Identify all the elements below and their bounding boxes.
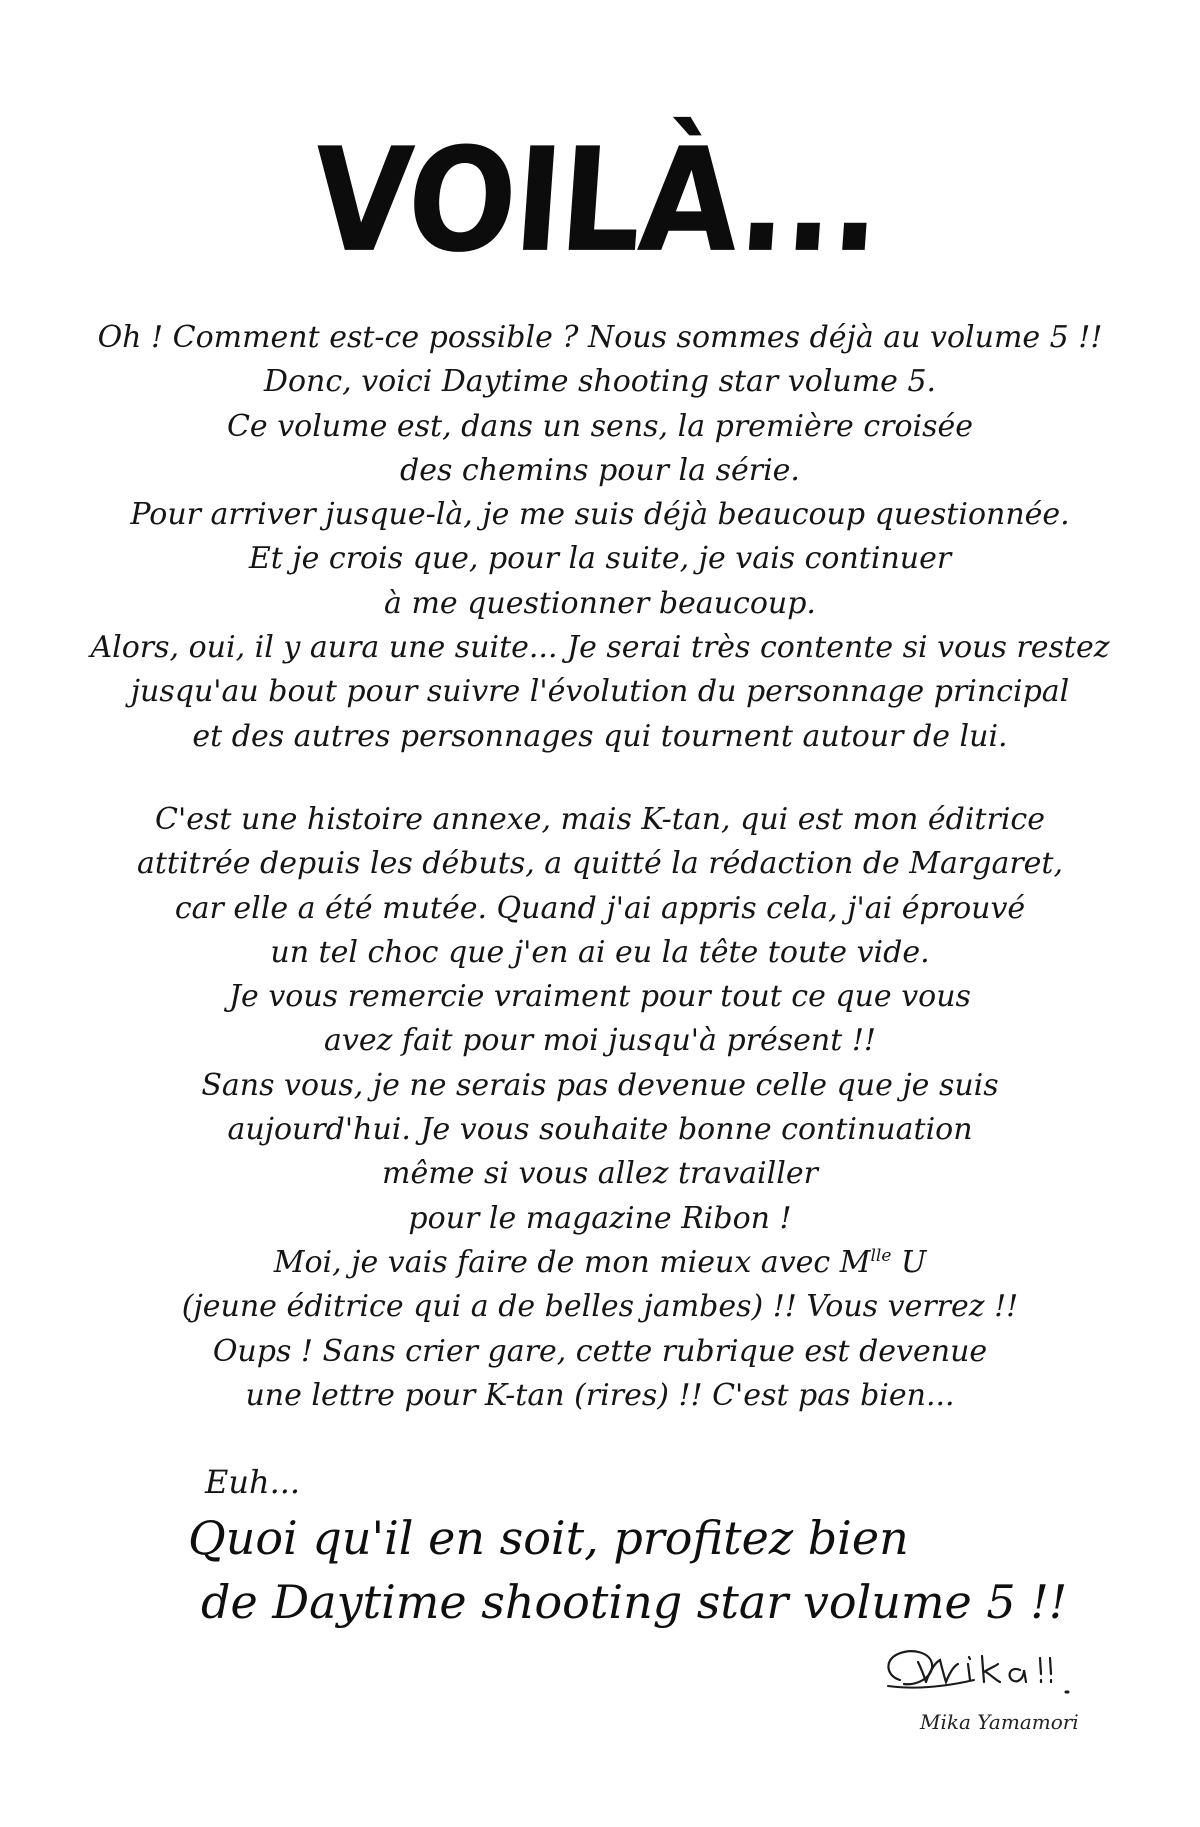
text-line: jusqu'au bout pour suivre l'évolution du personnage principal bbox=[130, 674, 1070, 710]
text-fragment: U bbox=[891, 1244, 927, 1280]
text-line: Donc, voici Daytime shooting star volume 5. bbox=[263, 364, 937, 400]
page-title: VOILÀ... bbox=[307, 117, 885, 285]
text-line: C'est une histoire annexe, mais K-tan, qui est mon éditrice bbox=[155, 802, 1045, 837]
text-line: pour le magazine Ribon ! bbox=[408, 1200, 792, 1236]
superscript-abbrev: lle bbox=[870, 1245, 892, 1266]
text-line: et des autres personnages qui tournent autour de lui. bbox=[192, 718, 1008, 754]
text-line: à me questionner beaucoup. bbox=[384, 585, 816, 621]
text-line: des chemins pour la série. bbox=[400, 452, 800, 488]
text-line: Alors, oui, il y aura une suite... Je serai très contente si vous restez bbox=[90, 630, 1110, 666]
paragraph-1 bbox=[90, 316, 1110, 759]
text-line: une lettre pour K-tan (rires) !! C'est pas bien... bbox=[245, 1377, 955, 1413]
text-line: attitrée depuis les débuts, a quitté la rédaction de Margaret, bbox=[136, 846, 1064, 882]
text-line: même si vous allez travailler bbox=[382, 1156, 818, 1192]
text-line: car elle a été mutée. Quand j'ai appris cela, j'ai éprouvé bbox=[174, 890, 1026, 926]
text-line: Ce volume est, dans un sens, la première croisée bbox=[226, 408, 974, 444]
text-line: Oups ! Sans crier gare, cette rubrique est devenue bbox=[212, 1333, 988, 1369]
signature-mark bbox=[878, 1640, 1108, 1702]
text-line: Et je crois que, pour la suite, je vais continuer bbox=[248, 541, 952, 577]
text-line: aujourd'hui. Je vous souhaite bonne continuation bbox=[227, 1112, 973, 1148]
closing-interjection: Euh... bbox=[205, 1463, 301, 1501]
closing-line: de Daytime shooting star volume 5 !! bbox=[201, 1575, 1068, 1629]
closing-message bbox=[188, 1506, 1067, 1634]
signature-name: Mika Yamamori bbox=[920, 1710, 1079, 1734]
text-line: Sans vous, je ne serais pas devenue celle que je suis bbox=[201, 1067, 999, 1103]
text-line: avez fait pour moi jusqu'à présent !! bbox=[324, 1023, 876, 1059]
paragraph-2 bbox=[90, 798, 1110, 1418]
text-line-mlle bbox=[90, 1241, 1110, 1285]
text-fragment: Moi, je vais faire de mon mieux avec M bbox=[273, 1244, 871, 1280]
text-line: un tel choc que j'en ai eu la tête toute vide. bbox=[270, 934, 930, 970]
text-line: Je vous remercie vraiment pour tout ce que vous bbox=[229, 979, 971, 1015]
text-line: (jeune éditrice qui a de belles jambes) !! Vous verrez !! bbox=[181, 1289, 1019, 1325]
text-line: Pour arriver jusque-là, je me suis déjà beaucoup questionnée. bbox=[130, 497, 1070, 533]
text-line: Oh ! Comment est-ce possible ? Nous sommes déjà au volume 5 !! bbox=[97, 320, 1103, 355]
closing-line: Quoi qu'il en soit, profitez bien bbox=[188, 1511, 909, 1565]
